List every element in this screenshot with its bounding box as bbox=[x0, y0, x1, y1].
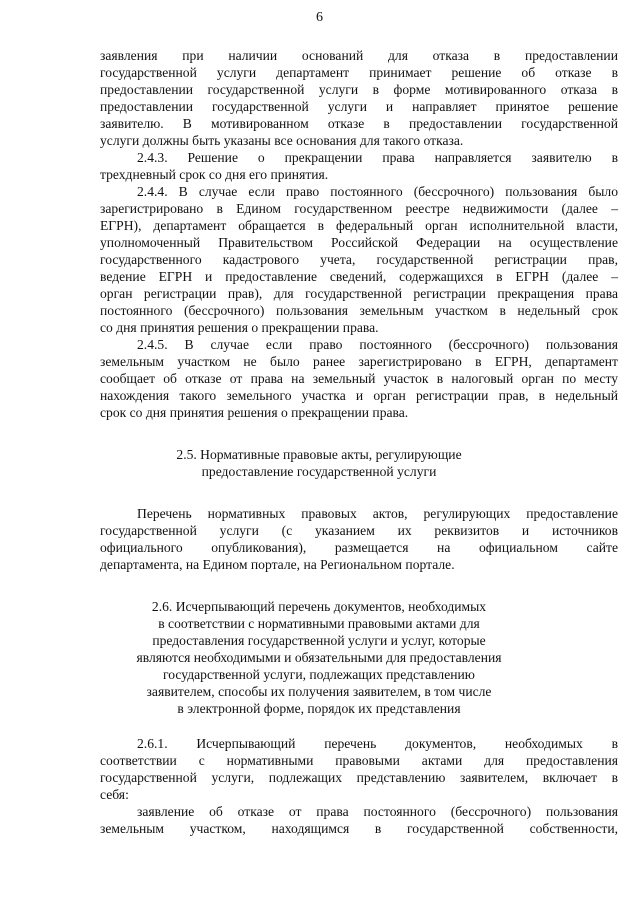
paragraph-line: 2.6.1. Исчерпывающий перечень документов, необходимых в bbox=[137, 736, 618, 751]
section-heading-line: являются необходимыми и обязательными для предоставления bbox=[136, 650, 502, 665]
paragraph-line: 2.4.4. В случае если право постоянного (бессрочного) пользования было bbox=[137, 184, 618, 199]
page-number: 6 bbox=[316, 10, 323, 25]
paragraph-line: государственной услуги (с указанием их реквизитов и источников bbox=[100, 523, 618, 538]
paragraph-line: со дня принятия решения о прекращении права. bbox=[100, 320, 379, 335]
paragraph-line: Перечень нормативных правовых актов, регулирующих предоставление bbox=[137, 506, 618, 521]
paragraph-line: себя: bbox=[100, 787, 129, 802]
paragraph-line: орган регистрации прав), для государственной регистрации прекращения права bbox=[100, 286, 618, 301]
paragraph-line: трехдневный срок со дня его принятия. bbox=[100, 167, 329, 182]
paragraph-line: предоставлении государственной услуги в форме мотивированного отказа в bbox=[100, 82, 618, 97]
paragraph-line: заявителю. В мотивированном отказе в предоставлении государственной bbox=[100, 116, 618, 131]
section-heading-line: в электронной форме, порядок их представления bbox=[177, 701, 461, 716]
paragraph-line: нахождения такого земельного участка и орган регистрации прав, в недельный bbox=[100, 388, 618, 403]
paragraph-line: постоянного (бессрочного) пользования земельным участком в недельный срок bbox=[100, 303, 618, 318]
paragraph-line: предоставлении государственной услуги и направляет принятое решение bbox=[100, 99, 618, 114]
paragraph-line: услуги должны быть указаны все основания для такого отказа. bbox=[100, 133, 464, 148]
section-heading-line: государственной услуги, подлежащих представлению bbox=[163, 667, 475, 682]
paragraph-line: департамента, на Едином портале, на Региональном портале. bbox=[100, 557, 455, 572]
paragraph-line: уполномоченный Правительством Российской Федерации на осуществление bbox=[100, 235, 618, 250]
paragraph-line: 2.4.5. В случае если право постоянного (бессрочного) пользования bbox=[137, 337, 618, 352]
paragraph-line: ведение ЕГРН и предоставление сведений, содержащихся в ЕГРН (далее – bbox=[100, 269, 618, 284]
section-heading-line: заявителем, способы их получения заявителем, в том числе bbox=[146, 684, 492, 699]
section-heading-line: 2.6. Исчерпывающий перечень документов, необходимых bbox=[151, 599, 487, 614]
paragraph-line: заявления при наличии оснований для отказа в предоставлении bbox=[100, 48, 618, 63]
paragraph-line: земельным участком не было ранее зарегистрировано в ЕГРН, департамент bbox=[100, 354, 618, 369]
section-heading-line: 2.5. Нормативные правовые акты, регулирующие bbox=[176, 447, 462, 462]
paragraph-line: соответствии с нормативными правовыми актами для предоставления bbox=[100, 753, 618, 768]
paragraph-line: официального опубликования), размещается на официальном сайте bbox=[100, 540, 618, 555]
section-heading-line: в соответствии с нормативными правовыми актами для bbox=[158, 616, 480, 631]
paragraph-line: государственной услуги департамент принимает решение об отказе в bbox=[100, 65, 618, 80]
paragraph-line: заявление об отказе от права постоянного (бессрочного) пользования bbox=[137, 804, 618, 819]
paragraph-line: государственного кадастрового учета, государственной регистрации прав, bbox=[100, 252, 618, 267]
paragraph-line: земельным участком, находящимся в государственной собственности, bbox=[100, 821, 618, 836]
paragraph-line: ЕГРН), департамент обращается в федеральный орган исполнительной власти, bbox=[100, 218, 618, 233]
section-heading-line: предоставление государственной услуги bbox=[201, 464, 437, 479]
section-heading-line: предоставления государственной услуги и услуг, которые bbox=[152, 633, 486, 648]
paragraph-line: государственной услуги, подлежащих представлению заявителем, включает в bbox=[100, 770, 618, 785]
paragraph-line: 2.4.3. Решение о прекращении права направляется заявителю в bbox=[137, 150, 618, 165]
paragraph-line: зарегистрировано в Едином государственном реестре недвижимости (далее – bbox=[100, 201, 618, 216]
paragraph-line: срок со дня принятия решения о прекращении права. bbox=[100, 405, 409, 420]
paragraph-line: сообщает об отказе от права на земельный участок в налоговый орган по месту bbox=[100, 371, 618, 386]
